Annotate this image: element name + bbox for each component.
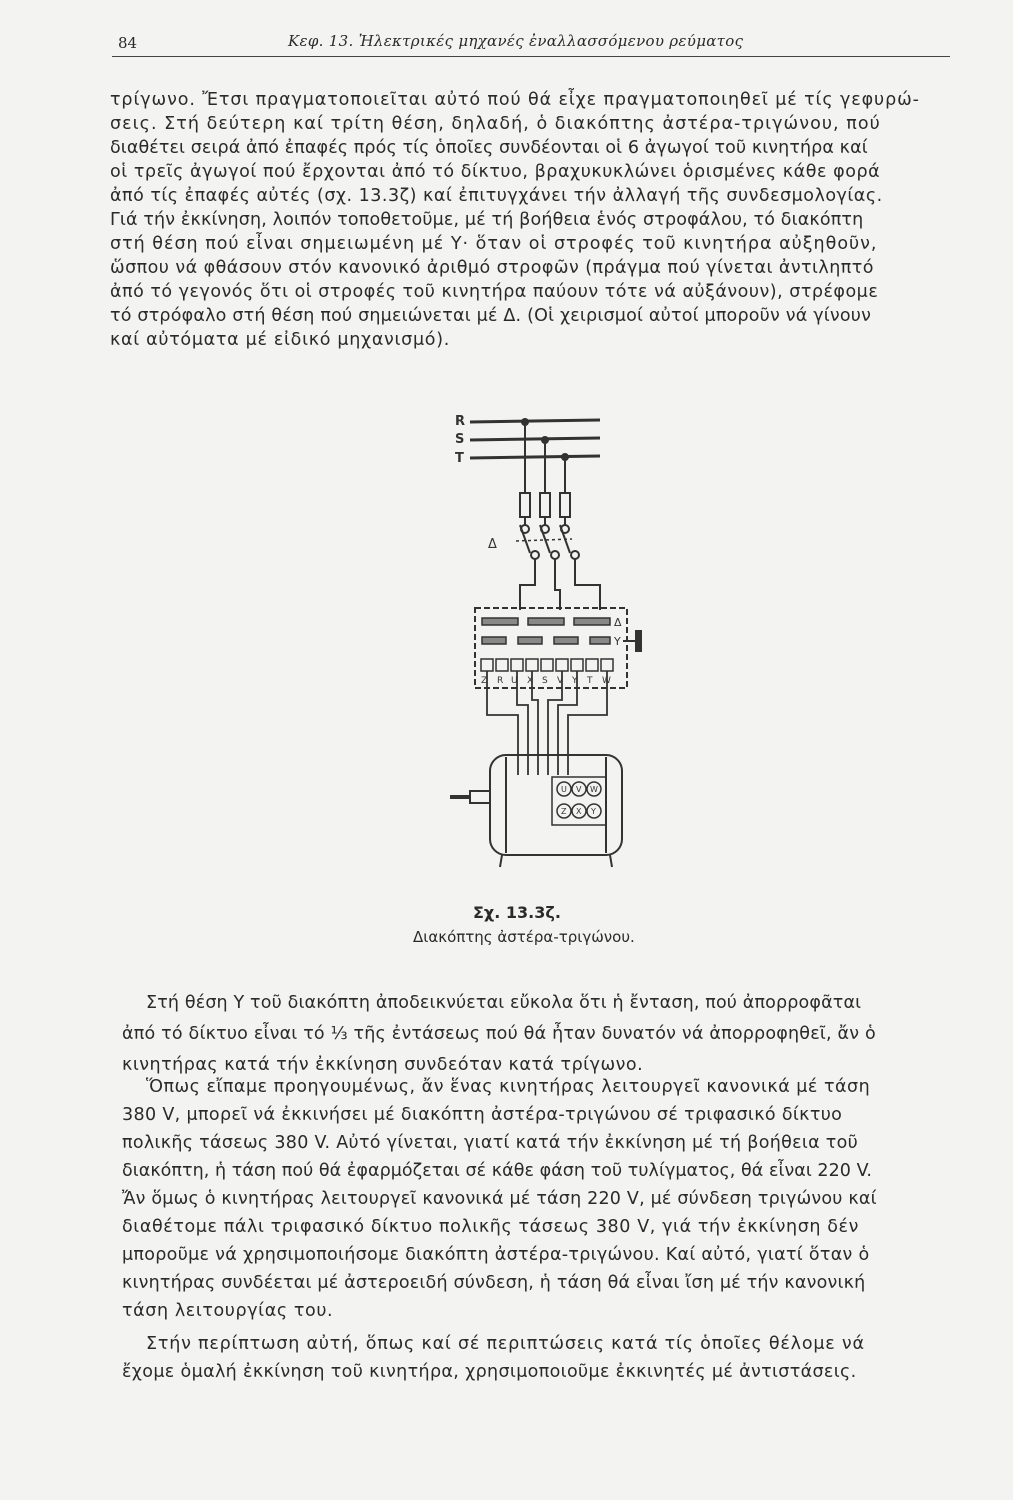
motor-terminal-label: U: [561, 785, 567, 794]
paragraph-2: [122, 988, 982, 1081]
text-line: σεις. Στή δεύτερη καί τρίτη θέση, δηλαδή, ὁ διακόπτης ἀστέρα-τριγώνου, πού: [110, 114, 881, 134]
delta-position-label: Δ: [614, 616, 622, 629]
main-switch: [516, 525, 579, 559]
terminal-label: S: [542, 676, 548, 686]
text-line: Στήν περίπτωση αὐτή, ὅπως καί σέ περιπτώσεις κατά τίς ὁποῖες θέλομε νά: [146, 1334, 865, 1354]
crank-handle: [623, 631, 641, 651]
label-r: R: [455, 414, 466, 429]
page-number: 84: [118, 34, 138, 52]
terminal-label: Z: [481, 676, 488, 686]
text-line: ἀπό τίς ἐπαφές αὐτές (σχ. 13.3ζ) καί ἐπιτυγχάνει τήν ἀλλαγή τῆς συνδεσμολογίας.: [110, 186, 883, 206]
text-line: Ἄν ὅμως ὁ κινητήρας λειτουργεῖ κανονικά μέ τάση 220 V, μέ σύνδεση τριγώνου καί: [122, 1189, 877, 1209]
motor-terminal-label: V: [576, 785, 582, 794]
text-line: ἀπό τό γεγονός ὅτι οἱ στροφές τοῦ κινητήρα παύουν τότε νά αὐξάνουν), στρέφομε: [110, 282, 879, 302]
text-line: κινητήρας κατά τήν ἐκκίνηση συνδεόταν κατά τρίγωνο.: [122, 1055, 644, 1075]
terminal-label: V: [557, 676, 564, 686]
figure-caption: Διακόπτης ἀστέρα-τριγώνου.: [413, 928, 635, 946]
text-line: μποροῦμε νά χρησιμοποιήσομε διακόπτη ἀστέρα-τριγώνου. Καί αὐτό, γιατί ὅταν ὁ: [122, 1245, 870, 1265]
star-position-label: Υ: [614, 635, 621, 648]
terminal-labels: [481, 676, 611, 686]
switch-label: Δ: [488, 537, 497, 552]
text-line: Γιά τήν ἐκκίνηση, λοιπόν τοποθετοῦμε, μέ τή βοήθεια ἑνός στροφάλου, τό διακόπτη: [110, 210, 864, 230]
text-line: καί αὐτόματα μέ εἰδικό μηχανισμό).: [110, 330, 450, 350]
text-line: διακόπτη, ἡ τάση πού θά ἐφαρμόζεται σέ κάθε φάση τοῦ τυλίγματος, θά εἶναι 220 V.: [122, 1161, 872, 1181]
figure-number: Σχ. 13.3ζ.: [473, 903, 561, 922]
text-line: οἱ τρεῖς ἀγωγοί πού ἔρχονται ἀπό τό δίκτυο, βραχυκυκλώνει ὁρισμένες κάθε φορά: [110, 162, 881, 182]
text-line: πολικῆς τάσεως 380 V. Αὐτό γίνεται, γιατί κατά τήν ἐκκίνηση μέ τή βοήθεια τοῦ: [122, 1133, 859, 1153]
motor-terminal-label: W: [590, 785, 598, 794]
motor: [450, 755, 622, 867]
text-line: 380 V, μπορεῖ νά ἐκκινήσει μέ διακόπτη ἀστέρα-τριγώνου σέ τριφασικό δίκτυο: [122, 1105, 843, 1125]
text-line: διαθέτομε πάλι τριφασικό δίκτυο πολικῆς τάσεως 380 V, γιά τήν ἐκκίνηση δέν: [122, 1217, 859, 1237]
text-line: στή θέση πού εἶναι σημειωμένη μέ Υ· ὅταν οἱ στροφές τοῦ κινητήρα αὐξηθοῦν,: [110, 234, 878, 254]
terminal-label: Y: [572, 676, 578, 686]
text-line: τάση λειτουργίας του.: [122, 1301, 334, 1321]
text-line: Ὅπως εἴπαμε προηγουμένως, ἄν ἕνας κινητήρας λειτουργεῖ κανονικά μέ τάση: [146, 1077, 871, 1097]
page-header: [112, 30, 950, 57]
terminal-label: T: [587, 676, 593, 686]
terminal-label: W: [602, 676, 611, 686]
paragraph-3: [122, 1073, 982, 1325]
fuses: [520, 493, 570, 525]
terminal-label: U: [511, 676, 518, 686]
text-line: τό στρόφαλο στή θέση πού σημειώνεται μέ Δ. (Οἱ χειρισμοί αὐτοί μποροῦν νά γίνουν: [110, 306, 872, 326]
switch-terminals: [481, 659, 613, 671]
text-line: ἀπό τό δίκτυο εἶναι τό ⅓ τῆς ἐντάσεως πού θά ἦταν δυνατόν νά ἀπορροφηθεῖ, ἄν ὁ: [122, 1024, 876, 1044]
delta-contacts: [482, 618, 610, 625]
star-contacts: [482, 637, 610, 644]
text-line: ὥσπου νά φθάσουν στόν κανονικό ἀριθμό στροφῶν (πράγμα πού γίνεται ἀντιληπτό: [110, 258, 874, 278]
terminal-label: R: [497, 676, 504, 686]
paragraph-1: [110, 88, 970, 352]
text-line: Στή θέση Υ τοῦ διακόπτη ἀποδεικνύεται εὔκολα ὅτι ἡ ἔνταση, πού ἀπορροφᾶται: [146, 993, 862, 1013]
terminal-label: X: [527, 676, 534, 686]
paragraph-4: [122, 1330, 982, 1386]
motor-terminal-label: Z: [561, 807, 567, 816]
label-s: S: [455, 432, 465, 447]
text-line: τρίγωνο. Ἔτσι πραγματοποιεῖται αὐτό πού θά εἶχε πραγματοποιηθεῖ μέ τίς γεφυρώ-: [110, 90, 920, 110]
running-head: Κεφ. 13. Ἠλεκτρικές μηχανές ἐναλλασσόμενου ρεύματος: [288, 32, 744, 50]
motor-terminal-label: Y: [591, 807, 596, 816]
label-t: T: [455, 451, 464, 466]
text-line: ἔχομε ὁμαλή ἐκκίνηση τοῦ κινητήρα, χρησιμοποιοῦμε ἐκκινητές μέ ἀντιστάσεις.: [122, 1362, 857, 1382]
motor-terminal-labels: [561, 785, 598, 816]
switch-outputs: [520, 559, 600, 610]
motor-terminal-label: X: [576, 807, 582, 816]
star-delta-switch-diagram: [420, 405, 680, 885]
text-line: διαθέτει σειρά ἀπό ἐπαφές πρός τίς ὁποῖες συνδέονται οἱ 6 ἀγωγοί τοῦ κινητήρα καί: [110, 138, 868, 158]
text-line: κινητήρας συνδέεται μέ ἀστεροειδή σύνδεση, ἡ τάση θά εἶναι ἴση μέ τήν κανονική: [122, 1273, 866, 1293]
supply-lines: [470, 420, 600, 458]
